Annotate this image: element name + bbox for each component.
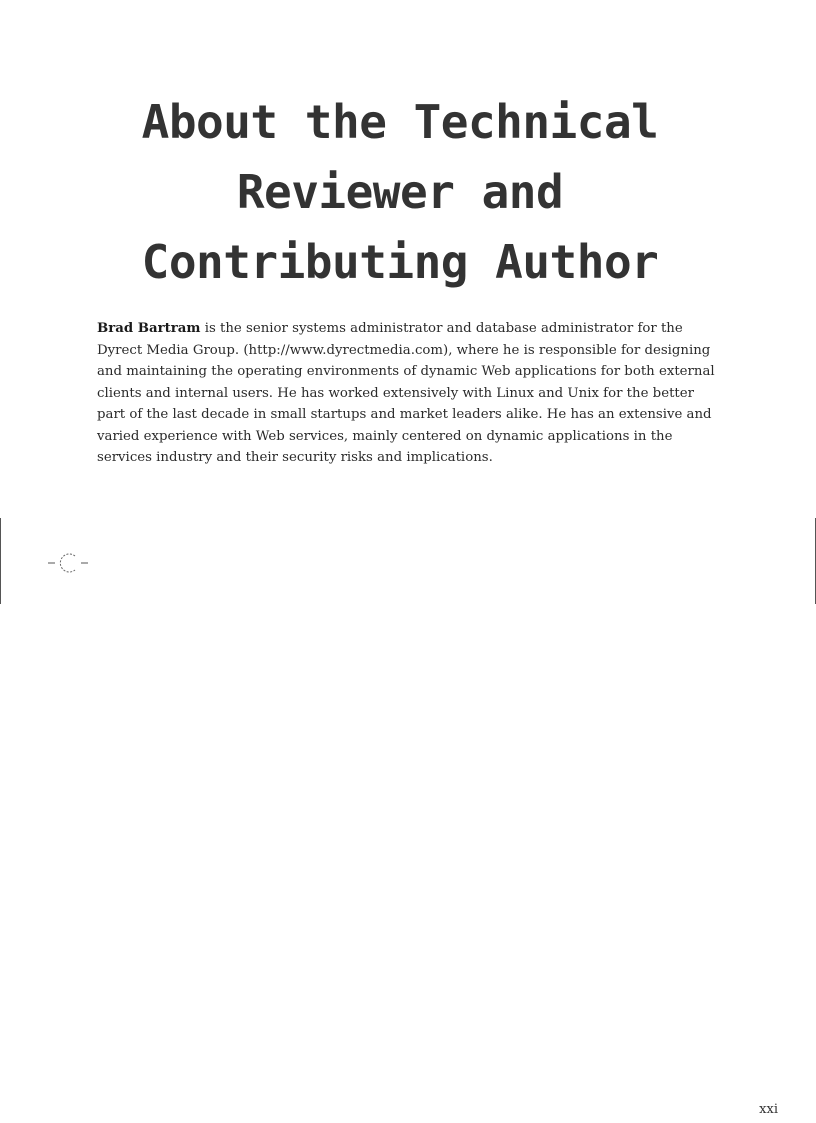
bio-paragraph — [97, 318, 722, 469]
title-line-2: Reviewer and — [236, 164, 564, 219]
crop-mark-left — [0, 518, 1, 604]
title-line-1: About the Technical — [141, 94, 659, 149]
page-title — [100, 87, 700, 297]
bio-text: is the senior systems administrator and database administrator for the Dyrect Media Group. (http://www.dyrectmedia.com), where he is responsible for designing and maintaining the operating environments of dynamic Web applications for both external clients and internal users. He has worked extensively with Linux and Unix for the better part of the last decade in small startups and market leaders alike. He has an extensive and varied experience with Web services, mainly centered on dynamic applications in the services industry and their security risks and implications. — [97, 321, 715, 465]
page-number: xxi — [759, 1102, 778, 1117]
registration-mark-icon — [46, 550, 92, 576]
author-name: Brad Bartram — [97, 321, 201, 336]
title-line-3: Contributing Author — [141, 234, 659, 289]
